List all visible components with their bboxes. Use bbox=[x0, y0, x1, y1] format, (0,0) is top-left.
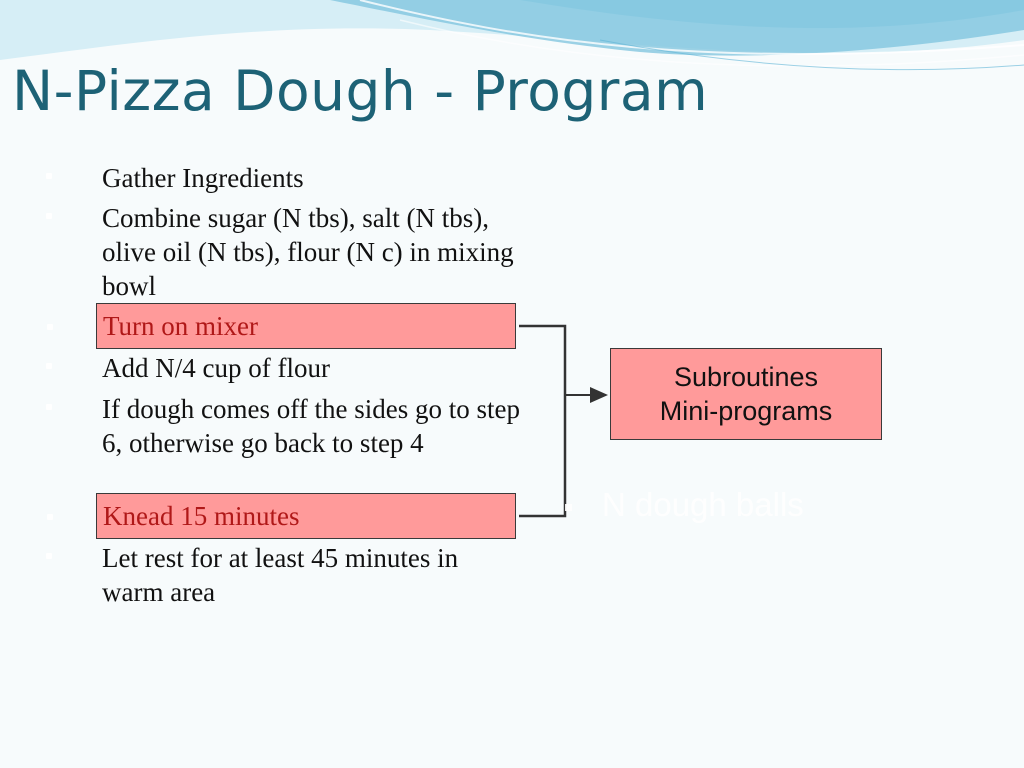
step-text: Gather Ingredients bbox=[102, 163, 304, 193]
bullet-icon bbox=[565, 504, 572, 511]
bullet-icon bbox=[46, 363, 52, 369]
bullet-icon bbox=[46, 173, 52, 179]
list-item-step-1 bbox=[102, 161, 520, 195]
bullet-icon bbox=[47, 514, 53, 520]
list-item-step-4 bbox=[102, 351, 520, 385]
step-text: Add N/4 cup of flour bbox=[102, 353, 330, 383]
step-text: Combine sugar (N tbs), salt (N tbs), olive oil (N tbs), flour (N c) in mixing bowl bbox=[102, 203, 514, 301]
bullet-icon bbox=[46, 404, 52, 410]
subroutines-callout-box bbox=[610, 348, 882, 440]
step-text: Knead 15 minutes bbox=[103, 501, 300, 531]
bullet-icon bbox=[47, 324, 53, 330]
callout-line-1: Subroutines bbox=[673, 362, 819, 392]
slide-title: N-Pizza Dough - Program bbox=[12, 59, 709, 123]
bullet-icon bbox=[46, 553, 52, 559]
callout-line-2: Mini-programs bbox=[659, 396, 833, 426]
faded-bullet bbox=[565, 486, 804, 524]
list-item-step-3-highlighted bbox=[96, 303, 516, 349]
list-item-step-7 bbox=[102, 541, 520, 609]
bullet-icon bbox=[46, 213, 52, 219]
step-text: Let rest for at least 45 minutes in warm area bbox=[102, 543, 459, 607]
list-item-step-6-highlighted bbox=[96, 493, 516, 539]
step-text: If dough comes off the sides go to step 6, otherwise go back to step 4 bbox=[102, 394, 520, 458]
list-item-step-5 bbox=[102, 392, 520, 460]
step-text: Turn on mixer bbox=[103, 311, 259, 341]
faded-bullet-text: N dough balls bbox=[602, 486, 804, 523]
list-item-step-2 bbox=[102, 201, 520, 303]
